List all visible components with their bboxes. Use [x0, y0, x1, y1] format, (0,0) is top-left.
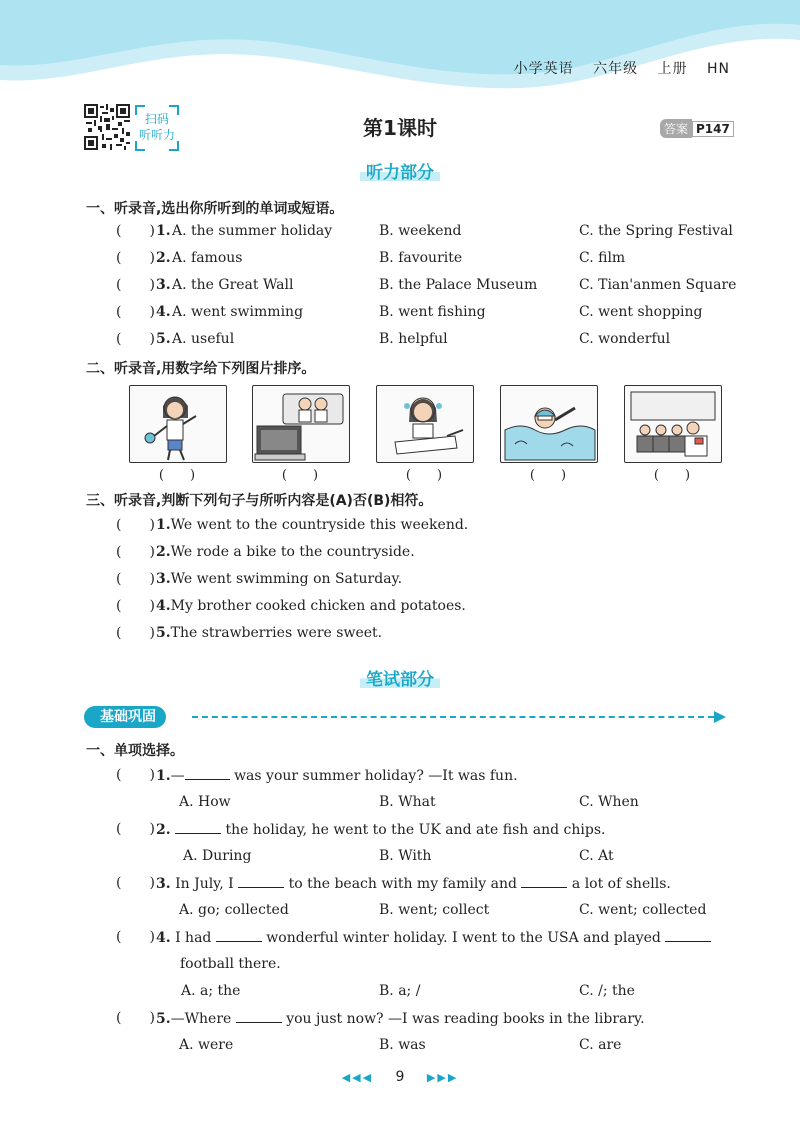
- statement-text: We went swimming on Saturday.: [170, 571, 403, 587]
- option-c[interactable]: C. /; the: [579, 983, 635, 999]
- option-a[interactable]: A. How: [179, 794, 231, 810]
- option-b[interactable]: B. helpful: [379, 331, 448, 347]
- option-a[interactable]: A. useful: [172, 331, 235, 347]
- answer-blank[interactable]: ( ): [116, 544, 155, 560]
- statement-text: We rode a bike to the countryside.: [170, 544, 415, 560]
- question-number: 1.: [156, 517, 171, 533]
- question-number: 3.: [156, 277, 171, 293]
- question-number: 4.: [156, 598, 171, 614]
- option-a[interactable]: A. were: [179, 1037, 234, 1053]
- question-number: 4.: [156, 930, 171, 946]
- dashed-divider: [192, 716, 714, 718]
- fill-blank[interactable]: [236, 1008, 282, 1023]
- picture-order-slot-5[interactable]: ( ): [653, 468, 691, 483]
- answer-blank[interactable]: ( ): [116, 304, 155, 320]
- header-volume: 上册: [657, 61, 688, 77]
- left-arrows-icon: ◀◀◀: [341, 1071, 374, 1084]
- answer-reference: [660, 119, 734, 138]
- option-c[interactable]: C. went shopping: [579, 304, 703, 320]
- header-grade: 六年级: [593, 61, 639, 77]
- picture-girl-ping-pong: [129, 385, 227, 463]
- option-a[interactable]: A. the summer holiday: [172, 223, 333, 239]
- answer-blank[interactable]: ( ): [116, 223, 155, 239]
- picture-cinema: [624, 385, 722, 463]
- scan-line-2: 听听力: [138, 128, 175, 142]
- picture-order-slot-3[interactable]: ( ): [405, 468, 443, 483]
- basic-consolidation-label: 基础巩固: [84, 706, 166, 728]
- option-b[interactable]: B. weekend: [379, 223, 462, 239]
- page-number: 9: [395, 1069, 405, 1085]
- scan-line-1: 扫码: [144, 112, 169, 126]
- question-number: 5.: [156, 625, 171, 641]
- answer-page: P147: [692, 121, 734, 137]
- question-number: 3.: [156, 876, 171, 892]
- arrow-right-icon: [712, 709, 728, 725]
- answer-blank[interactable]: ( ): [116, 517, 155, 533]
- question-number: 1.: [156, 223, 171, 239]
- option-a[interactable]: A. the Great Wall: [172, 277, 294, 293]
- option-b[interactable]: B. a; /: [379, 983, 421, 999]
- picture-order-slot-4[interactable]: ( ): [529, 468, 567, 483]
- right-arrows-icon: ▶▶▶: [426, 1071, 459, 1084]
- fill-blank[interactable]: [238, 873, 284, 888]
- option-a[interactable]: A. famous: [172, 250, 243, 266]
- answer-blank[interactable]: ( ): [116, 277, 155, 293]
- fill-blank[interactable]: [665, 927, 711, 942]
- statement-text: We went to the countryside this weekend.: [170, 517, 469, 533]
- mc-question-4-continued: football there.: [180, 956, 281, 972]
- answer-blank[interactable]: ( ): [116, 1010, 155, 1026]
- statement-text: My brother cooked chicken and potatoes.: [170, 598, 466, 614]
- picture-watching-tv: [252, 385, 350, 463]
- picture-swimming: [500, 385, 598, 463]
- option-c[interactable]: C. are: [579, 1037, 622, 1053]
- question-number: 3.: [156, 571, 171, 587]
- question-number: 1.: [156, 768, 171, 784]
- lesson-title: 第1课时: [363, 116, 437, 140]
- answer-blank[interactable]: ( ): [116, 331, 155, 347]
- option-b[interactable]: B. the Palace Museum: [379, 277, 538, 293]
- option-c[interactable]: C. wonderful: [579, 331, 671, 347]
- option-b[interactable]: B. went fishing: [379, 304, 486, 320]
- option-a[interactable]: A. a; the: [181, 983, 241, 999]
- option-a[interactable]: A. During: [183, 848, 252, 864]
- answer-blank[interactable]: ( ): [116, 625, 155, 641]
- answer-blank[interactable]: ( ): [116, 598, 155, 614]
- option-b[interactable]: B. With: [379, 848, 432, 864]
- option-c[interactable]: C. At: [579, 848, 614, 864]
- option-c[interactable]: C. When: [579, 794, 639, 810]
- answer-blank[interactable]: ( ): [116, 767, 155, 783]
- question-number: 5.: [156, 331, 171, 347]
- option-c[interactable]: C. film: [579, 250, 626, 266]
- option-c[interactable]: C. went; collected: [579, 902, 707, 918]
- question-number: 5.: [156, 1011, 171, 1027]
- page-footer: [0, 1069, 800, 1085]
- section2-title: 二、听录音,用数字给下列图片排序。: [86, 361, 316, 377]
- answer-blank[interactable]: ( ): [116, 821, 155, 837]
- header-edition: HN: [707, 61, 730, 77]
- listening-part-heading: 听力部分: [0, 158, 800, 183]
- fill-blank[interactable]: [185, 765, 230, 780]
- header-subject: 小学英语: [513, 61, 574, 77]
- question-number: 2.: [156, 544, 171, 560]
- picture-order-slot-1[interactable]: ( ): [158, 468, 196, 483]
- written-part-heading: 笔试部分: [0, 665, 800, 690]
- option-a[interactable]: A. go; collected: [179, 902, 289, 918]
- fill-blank[interactable]: [216, 927, 262, 942]
- option-b[interactable]: B. was: [379, 1037, 426, 1053]
- answer-blank[interactable]: ( ): [116, 571, 155, 587]
- basic-consolidation-bar: [84, 706, 730, 728]
- question-number: 4.: [156, 304, 171, 320]
- question-number: 2.: [156, 822, 171, 838]
- section4-title: 一、单项选择。: [86, 743, 184, 759]
- answer-blank[interactable]: ( ): [116, 875, 155, 891]
- option-b[interactable]: B. favourite: [379, 250, 463, 266]
- picture-order-slot-2[interactable]: ( ): [281, 468, 319, 483]
- header-info: [500, 58, 730, 78]
- section1-title: 一、听录音,选出你所听到的单词或短语。: [86, 201, 344, 217]
- option-b[interactable]: B. went; collect: [379, 902, 490, 918]
- section3-title: 三、听录音,判断下列句子与所听内容是(A)否(B)相符。: [86, 493, 433, 509]
- fill-blank[interactable]: [175, 819, 221, 834]
- answer-blank[interactable]: ( ): [116, 929, 155, 945]
- option-b[interactable]: B. What: [379, 794, 436, 810]
- fill-blank[interactable]: [521, 873, 567, 888]
- option-c[interactable]: C. Tian'anmen Square: [579, 277, 737, 293]
- header-wave: [0, 0, 800, 110]
- statement-text: The strawberries were sweet.: [170, 625, 383, 641]
- question-number: 2.: [156, 250, 171, 266]
- option-a[interactable]: A. went swimming: [172, 304, 304, 320]
- answer-tag: 答案: [660, 119, 692, 138]
- option-c[interactable]: C. the Spring Festival: [579, 223, 733, 239]
- picture-girl-drawing: [376, 385, 474, 463]
- answer-blank[interactable]: ( ): [116, 250, 155, 266]
